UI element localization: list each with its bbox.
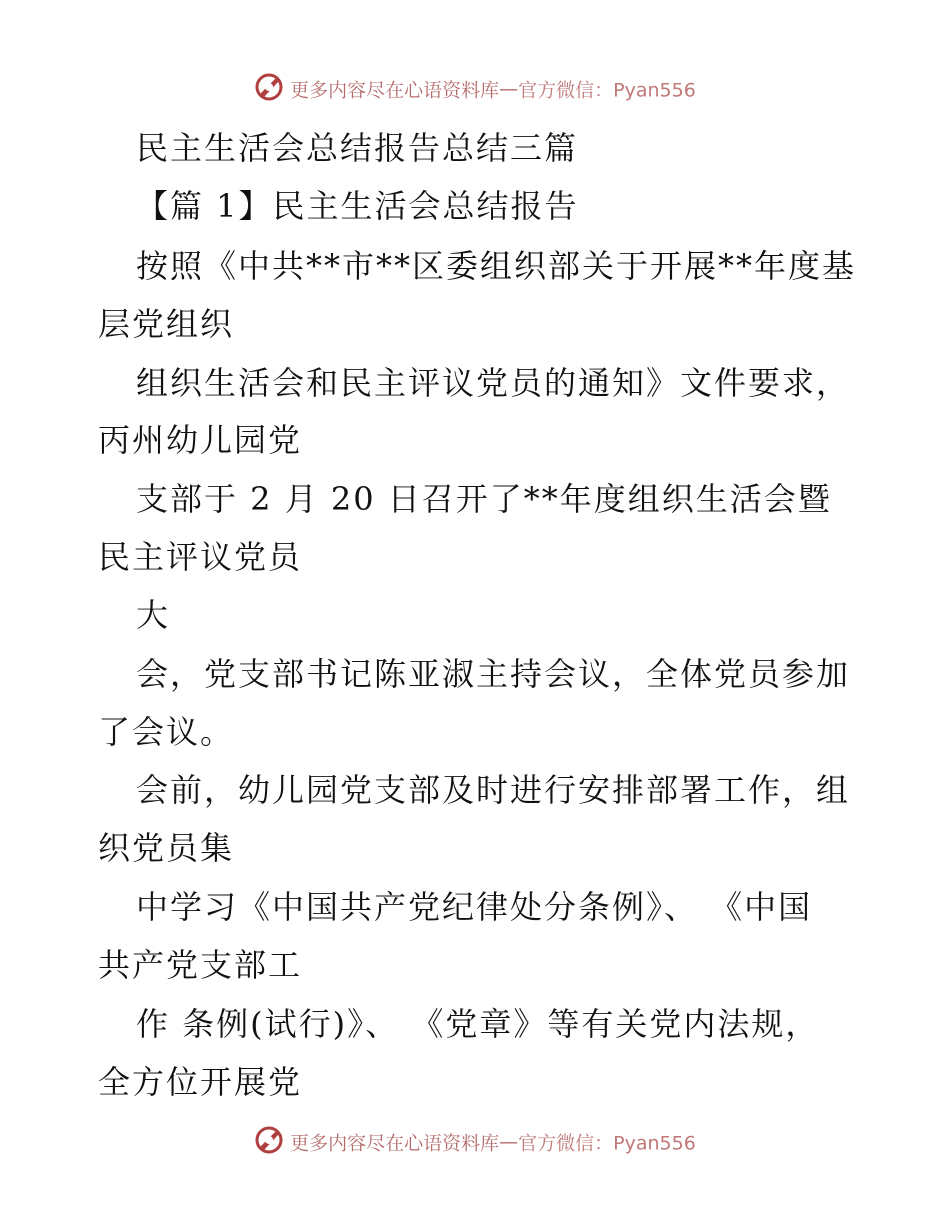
document-title: 民主生活会总结报告总结三篇	[136, 129, 579, 167]
text-line: 组织生活会和民主评议党员的通知》文件要求，	[136, 364, 851, 402]
text-line: 丙州幼儿园党	[98, 421, 303, 459]
watermark-main-text: 更多内容尽在心语资料库	[290, 1132, 500, 1155]
text-line: 会前，幼儿园党支部及时进行安排部署工作，组	[136, 771, 851, 809]
text-line: 中学习《中国共产党纪律处分条例》、 《中国	[136, 888, 813, 926]
watermark-separator: —	[499, 78, 519, 100]
section-heading: 【篇 1】民主生活会总结报告	[136, 187, 579, 225]
watermark-logo-icon	[254, 1125, 284, 1155]
text-line: 织党员集	[98, 829, 235, 867]
footer-watermark	[0, 1127, 950, 1157]
text-line: 作 条例(试行)》、 《党章》等有关党内法规，	[136, 1005, 820, 1043]
text-line: 全方位开展党	[98, 1063, 303, 1101]
watermark-wechat: 官方微信：Pyan556	[518, 79, 696, 102]
text-line: 民主评议党员	[98, 538, 303, 576]
text-line: 层党组织	[98, 305, 235, 343]
watermark-logo-icon	[254, 72, 284, 102]
text-line: 会，党支部书记陈亚淑主持会议，全体党员参加	[136, 655, 851, 693]
text-line: 共产党支部工	[98, 946, 303, 984]
watermark-main-text: 更多内容尽在心语资料库	[290, 79, 500, 102]
text-line: 按照《中共**市**区委组织部关于开展**年度基	[136, 247, 857, 285]
watermark-separator: —	[499, 1131, 519, 1153]
text-line: 大	[136, 596, 171, 634]
watermark-wechat: 官方微信：Pyan556	[518, 1132, 696, 1155]
header-watermark	[0, 74, 950, 104]
text-line: 了会议。	[98, 713, 235, 751]
text-line: 支部于 2 月 20 日召开了**年度组织生活会暨	[136, 480, 832, 518]
